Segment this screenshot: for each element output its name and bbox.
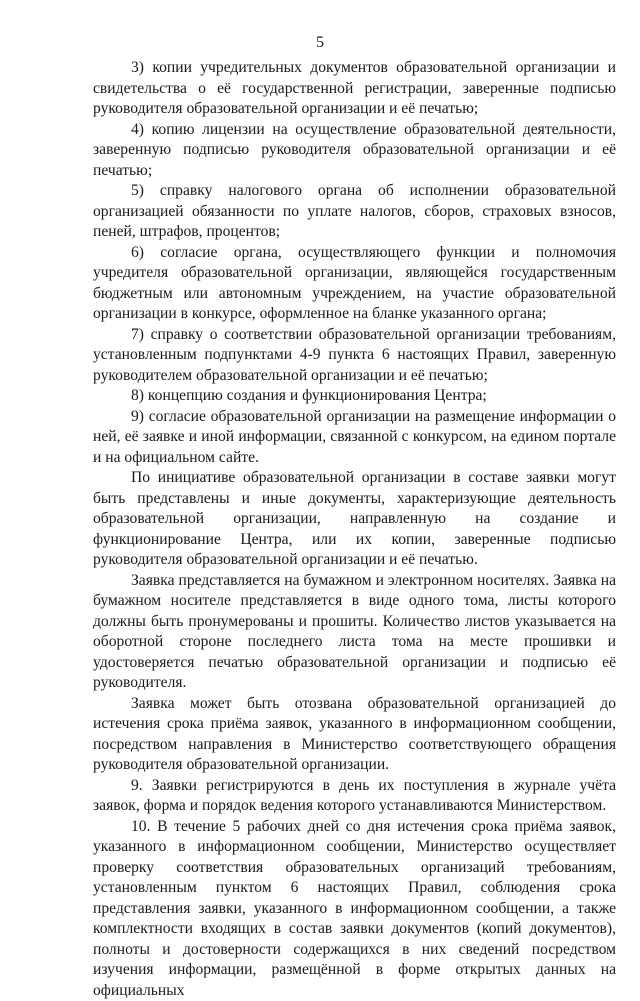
list-item-4-license-copy: 4) копию лицензии на осуществление образовательной деятельности, заверенную подписью руководителя образовательной организации и её печатью; [93,120,616,182]
list-item-9-publication-consent: 9) согласие образовательной организации на размещение информации о ней, её заявке и иной информации, связанной с конкурсом, на едином портале и на официальном сайте. [93,407,616,469]
paragraph-application-media: Заявка представляется на бумажном и электронном носителях. Заявка на бумажном носителе представляется в виде одного тома, листы которого должны быть пронумерованы и прошиты. Количество листов указывается на оборотной стороне последнего листа тома на месте прошивки и удостоверяется печатью образовательной организации и подписью её руководителя. [93,571,616,694]
page-number: 5 [0,34,640,52]
list-item-6-founder-consent: 6) согласие органа, осуществляющего функции и полномочия учредителя образовательной организации, являющейся государственным бюджетным или автономным учреждением, на участие образовательной организации в конкурсе, оформленное на бланке указанного органа; [93,243,616,325]
document-body [93,58,616,1001]
paragraph-application-withdrawal: Заявка может быть отозвана образовательной организацией до истечения срока приёма заявок, указанного в информационном сообщении, посредством направления в Министерство соответствующего обращения руководителя образовательной организации. [93,694,616,776]
clause-10-verification: 10. В течение 5 рабочих дней со дня истечения срока приёма заявок, указанного в информационном сообщении, Министерство осуществляет проверку соответствия образовательных организаций требованиям, установленным пунктом 6 настоящих Правил, соблюдения срока представления заявки, указанного в информационном сообщении, а также комплектности входящих в состав заявки документов (копий документов), полноты и достоверности содержащихся в них сведений посредством изучения информации, размещённой в форме открытых данных на официальных [93,817,616,1001]
list-item-3-founding-documents: 3) копии учредительных документов образовательной организации и свидетельства о её государственной регистрации, заверенные подписью руководителя образовательной организации и её печатью; [93,58,616,120]
paragraph-additional-documents: По инициативе образовательной организации в составе заявки могут быть представлены и иные документы, характеризующие деятельность образовательной организации, направленную на создание и функционирование Центра, или их копии, заверенные подписью руководителя образовательной организации и её печатью. [93,468,616,571]
list-item-8-center-concept: 8) концепцию создания и функционирования Центра; [93,386,616,407]
list-item-7-compliance-certificate: 7) справку о соответствии образовательной организации требованиям, установленным подпунктами 4-9 пункта 6 настоящих Правил, заверенную руководителем образовательной организации и её печатью; [93,325,616,387]
clause-9-registration: 9. Заявки регистрируются в день их поступления в журнале учёта заявок, форма и порядок ведения которого устанавливаются Министерством. [93,776,616,817]
list-item-5-tax-certificate: 5) справку налогового органа об исполнении образовательной организацией обязанности по уплате налогов, сборов, страховых взносов, пеней, штрафов, процентов; [93,181,616,243]
